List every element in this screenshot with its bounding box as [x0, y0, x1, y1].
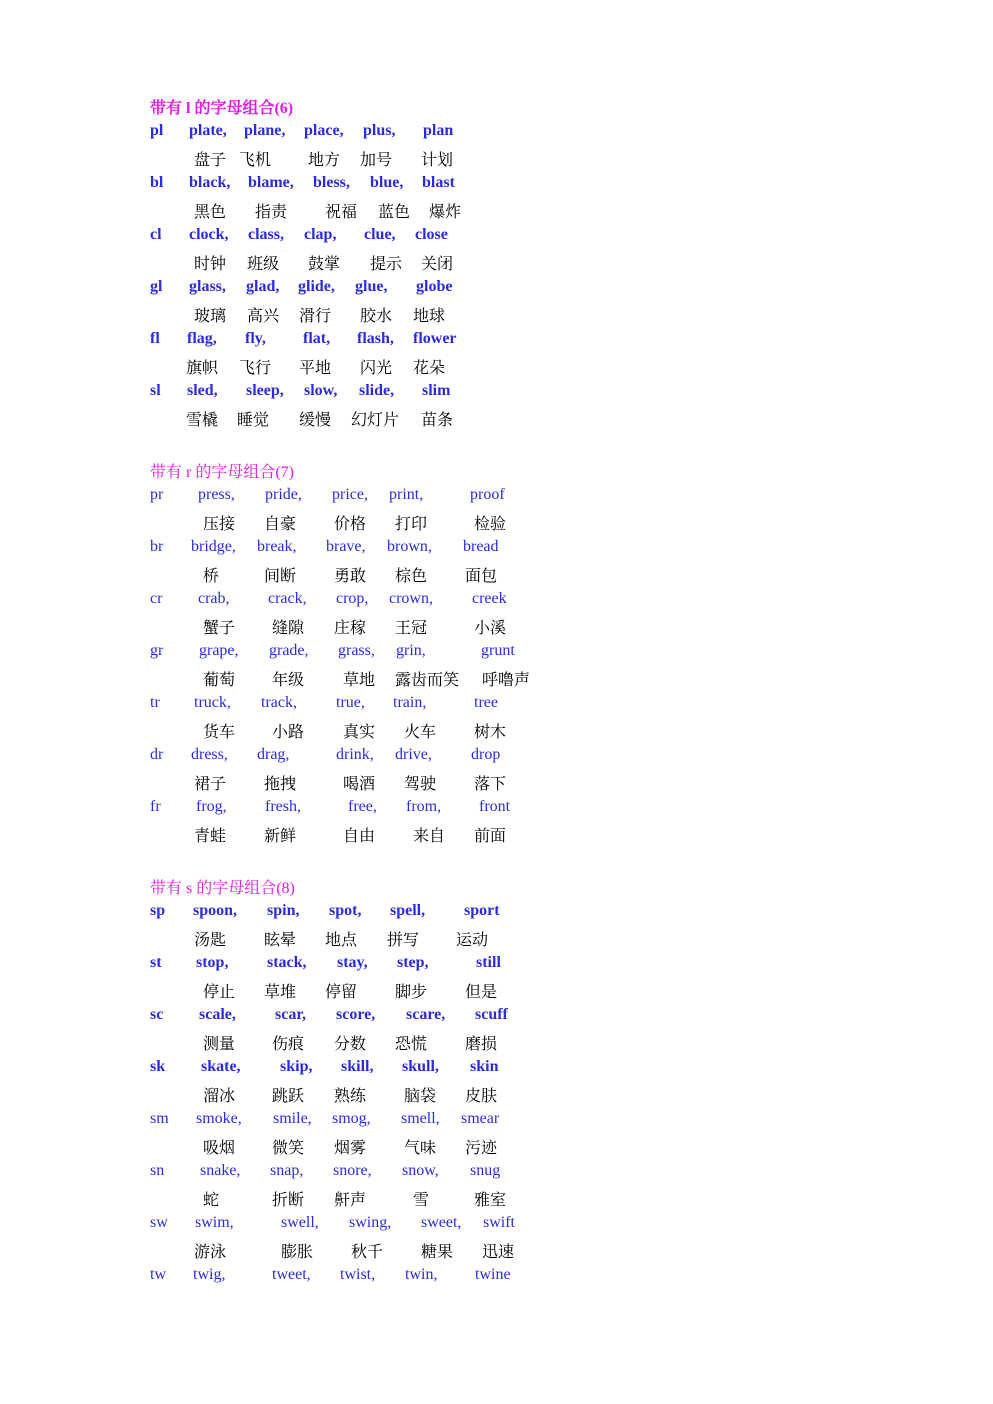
- meaning: 运动: [456, 930, 489, 949]
- meaning: 睡觉: [237, 410, 270, 429]
- meaning: 爆炸: [429, 202, 462, 221]
- meaning: 缝隙: [272, 618, 305, 637]
- word: pride,: [265, 486, 302, 503]
- meaning: 雅室: [474, 1190, 507, 1209]
- meaning: 来自: [413, 826, 446, 845]
- word: twin,: [405, 1266, 438, 1283]
- prefix: st: [150, 954, 162, 971]
- word: blast: [422, 174, 455, 191]
- word: spoon,: [193, 902, 238, 919]
- prefix: cl: [150, 226, 162, 243]
- word: drag,: [257, 746, 290, 763]
- word: true,: [336, 694, 365, 711]
- meaning: 污迹: [465, 1138, 498, 1157]
- word: class,: [248, 226, 284, 243]
- meaning: 脑袋: [404, 1086, 437, 1105]
- meaning: 平地: [299, 358, 332, 377]
- word: scale,: [199, 1006, 236, 1023]
- meaning: 地方: [308, 150, 341, 169]
- word: creek: [472, 590, 507, 607]
- word: drop: [471, 746, 501, 763]
- meaning: 熟练: [334, 1086, 367, 1105]
- word: tweet,: [272, 1266, 311, 1283]
- meaning: 气味: [404, 1138, 437, 1157]
- meaning: 前面: [474, 826, 507, 845]
- meaning: 鼓掌: [308, 254, 341, 273]
- meaning: 庄稼: [334, 618, 367, 637]
- word: drink,: [336, 746, 374, 763]
- meaning: 喝酒: [343, 774, 376, 793]
- meaning: 露齿而笑: [395, 670, 460, 689]
- word: smoke,: [196, 1110, 242, 1127]
- section-heading-r: 带有 r 的字母组合(7): [150, 464, 294, 481]
- meaning: 蛇: [203, 1190, 220, 1209]
- word: break,: [257, 538, 297, 555]
- meaning: 玻璃: [194, 306, 227, 325]
- word: flower: [413, 330, 457, 347]
- meaning: 停止: [203, 982, 236, 1001]
- word: truck,: [194, 694, 231, 711]
- meaning: 棕色: [395, 566, 428, 585]
- meaning: 驾驶: [404, 774, 437, 793]
- meaning: 王冠: [395, 618, 428, 637]
- meaning: 蓝色: [378, 202, 411, 221]
- meaning: 高兴: [247, 306, 280, 325]
- meaning: 汤匙: [194, 930, 227, 949]
- prefix: br: [150, 538, 164, 555]
- word: scar,: [275, 1006, 306, 1023]
- meaning: 蟹子: [203, 618, 236, 637]
- word: glad,: [246, 278, 280, 295]
- prefix: gl: [150, 278, 163, 295]
- meaning: 货车: [203, 722, 236, 741]
- word: skin: [470, 1058, 499, 1075]
- word: snore,: [333, 1162, 372, 1179]
- meaning: 微笑: [272, 1138, 305, 1157]
- meaning: 黑色: [194, 202, 227, 221]
- meaning: 花朵: [413, 358, 446, 377]
- prefix: tw: [150, 1266, 166, 1283]
- meaning: 年级: [272, 670, 305, 689]
- word: brave,: [326, 538, 366, 555]
- word: tree: [474, 694, 498, 711]
- word: slim: [422, 382, 451, 399]
- word: score,: [336, 1006, 376, 1023]
- word: snug: [470, 1162, 501, 1179]
- word: swing,: [349, 1214, 392, 1231]
- word: glide,: [298, 278, 335, 295]
- section-heading-s: 带有 s 的字母组合(8): [150, 880, 295, 897]
- word: fly,: [245, 330, 266, 347]
- word: smell,: [401, 1110, 440, 1127]
- word: twig,: [193, 1266, 226, 1283]
- word: dress,: [191, 746, 228, 763]
- meaning: 鼾声: [334, 1190, 367, 1209]
- word: flash,: [357, 330, 394, 347]
- prefix: cr: [150, 590, 163, 607]
- meaning: 自豪: [264, 514, 297, 533]
- word: grunt: [481, 642, 515, 659]
- meaning: 苗条: [421, 410, 454, 429]
- prefix: gr: [150, 642, 164, 659]
- meaning: 指责: [255, 202, 288, 221]
- meaning: 飞行: [239, 358, 272, 377]
- meaning: 青蛙: [194, 826, 227, 845]
- meaning: 分数: [334, 1034, 367, 1053]
- meaning: 折断: [272, 1190, 305, 1209]
- word: slide,: [359, 382, 395, 399]
- word: crop,: [336, 590, 369, 607]
- prefix: sn: [150, 1162, 165, 1179]
- meaning: 勇敢: [334, 566, 367, 585]
- word: sport: [464, 902, 500, 919]
- meaning: 压接: [203, 514, 236, 533]
- meaning: 加号: [360, 150, 393, 169]
- word: free,: [348, 798, 377, 815]
- meaning: 地点: [325, 930, 358, 949]
- meaning: 打印: [395, 514, 428, 533]
- word: sweet,: [421, 1214, 462, 1231]
- meaning: 溜冰: [203, 1086, 236, 1105]
- meaning: 新鲜: [264, 826, 297, 845]
- meaning: 膨胀: [281, 1242, 314, 1261]
- meaning: 祝福: [325, 202, 358, 221]
- prefix: sl: [150, 382, 161, 399]
- meaning: 计划: [421, 150, 454, 169]
- word: glass,: [189, 278, 226, 295]
- meaning: 自由: [343, 826, 376, 845]
- prefix: sw: [150, 1214, 168, 1231]
- word: swell,: [281, 1214, 319, 1231]
- meaning: 草堆: [264, 982, 297, 1001]
- word: swim,: [195, 1214, 234, 1231]
- word: bread: [463, 538, 499, 555]
- meaning: 时钟: [194, 254, 227, 273]
- word: spin,: [267, 902, 300, 919]
- meaning: 裙子: [194, 774, 227, 793]
- meaning: 雪: [413, 1190, 430, 1209]
- word: clock,: [189, 226, 229, 243]
- word: crown,: [389, 590, 433, 607]
- prefix: fr: [150, 798, 161, 815]
- meaning: 地球: [413, 306, 446, 325]
- prefix: tr: [150, 694, 160, 711]
- word: grass,: [338, 642, 375, 659]
- word: still: [476, 954, 501, 971]
- word: plane,: [244, 122, 286, 139]
- meaning: 糖果: [421, 1242, 454, 1261]
- word: print,: [389, 486, 424, 503]
- word: sled,: [187, 382, 218, 399]
- word: snap,: [270, 1162, 304, 1179]
- word: crack,: [268, 590, 307, 607]
- word: crab,: [198, 590, 230, 607]
- word: plan: [423, 122, 454, 139]
- word: skate,: [201, 1058, 241, 1075]
- meaning: 飞机: [239, 150, 272, 169]
- meaning: 提示: [370, 254, 403, 273]
- meaning: 吸烟: [203, 1138, 236, 1157]
- meaning: 关闭: [421, 254, 454, 273]
- word: globe: [416, 278, 453, 295]
- word: twist,: [340, 1266, 376, 1283]
- word: train,: [393, 694, 427, 711]
- word: plus,: [363, 122, 396, 139]
- meaning: 脚步: [395, 982, 428, 1001]
- word: grade,: [269, 642, 309, 659]
- meaning: 桥: [203, 566, 220, 585]
- meaning: 间断: [264, 566, 297, 585]
- meaning: 呼噜声: [482, 670, 531, 689]
- meaning: 迅速: [482, 1242, 515, 1261]
- meaning: 磨损: [465, 1034, 498, 1053]
- word: skill,: [341, 1058, 374, 1075]
- word: from,: [406, 798, 442, 815]
- meaning: 幻灯片: [351, 410, 400, 429]
- meaning: 但是: [465, 982, 498, 1001]
- word: fresh,: [265, 798, 301, 815]
- prefix: bl: [150, 174, 164, 191]
- word: track,: [261, 694, 297, 711]
- word: spot,: [329, 902, 362, 919]
- word: grin,: [396, 642, 426, 659]
- meaning: 皮肤: [465, 1086, 498, 1105]
- meaning: 游泳: [194, 1242, 227, 1261]
- meaning: 眩晕: [264, 930, 297, 949]
- meaning: 缓慢: [299, 410, 332, 429]
- prefix: sc: [150, 1006, 164, 1023]
- word: plate,: [189, 122, 227, 139]
- word: smog,: [332, 1110, 371, 1127]
- word: front: [479, 798, 511, 815]
- word: bridge,: [191, 538, 236, 555]
- word: scuff: [475, 1006, 508, 1023]
- meaning: 价格: [334, 514, 367, 533]
- word: twine: [475, 1266, 511, 1283]
- word: sleep,: [246, 382, 284, 399]
- word: swift: [483, 1214, 515, 1231]
- word: blame,: [248, 174, 294, 191]
- meaning: 落下: [474, 774, 507, 793]
- meaning: 面包: [465, 566, 498, 585]
- meaning: 滑行: [299, 306, 332, 325]
- meaning: 草地: [343, 670, 376, 689]
- word: place,: [304, 122, 344, 139]
- meaning: 火车: [404, 722, 437, 741]
- meaning: 测量: [203, 1034, 236, 1053]
- word: glue,: [355, 278, 388, 295]
- word: flag,: [187, 330, 217, 347]
- word: spell,: [390, 902, 426, 919]
- word: smile,: [273, 1110, 312, 1127]
- word: blue,: [370, 174, 404, 191]
- word: skip,: [280, 1058, 313, 1075]
- word: clue,: [364, 226, 396, 243]
- word: stop,: [196, 954, 229, 971]
- word: scare,: [406, 1006, 446, 1023]
- prefix: fl: [150, 330, 160, 347]
- word: clap,: [304, 226, 337, 243]
- meaning: 旗帜: [186, 358, 219, 377]
- meaning: 班级: [247, 254, 280, 273]
- prefix: sk: [150, 1058, 166, 1075]
- word: skull,: [402, 1058, 439, 1075]
- meaning: 雪橇: [186, 410, 219, 429]
- word: drive,: [395, 746, 432, 763]
- prefix: pr: [150, 486, 164, 503]
- word: slow,: [304, 382, 338, 399]
- meaning: 胶水: [360, 306, 393, 325]
- word: step,: [397, 954, 429, 971]
- meaning: 拼写: [387, 930, 420, 949]
- meaning: 恐慌: [395, 1034, 428, 1053]
- word: flat,: [303, 330, 331, 347]
- word: bless,: [313, 174, 350, 191]
- meaning: 闪光: [360, 358, 393, 377]
- word: press,: [198, 486, 235, 503]
- meaning: 真实: [343, 722, 376, 741]
- meaning: 拖拽: [264, 774, 297, 793]
- word: stack,: [267, 954, 307, 971]
- section-heading-l: 带有 l 的字母组合(6): [150, 100, 294, 117]
- meaning: 跳跃: [272, 1086, 305, 1105]
- word: snake,: [200, 1162, 241, 1179]
- prefix: sm: [150, 1110, 169, 1127]
- word: proof: [470, 486, 505, 503]
- word: price,: [332, 486, 368, 503]
- word: stay,: [337, 954, 368, 971]
- word: brown,: [387, 538, 432, 555]
- word: frog,: [196, 798, 227, 815]
- meaning: 小溪: [474, 618, 507, 637]
- meaning: 检验: [474, 514, 507, 533]
- meaning: 烟雾: [334, 1138, 367, 1157]
- prefix: sp: [150, 902, 166, 919]
- word: black,: [189, 174, 231, 191]
- prefix: dr: [150, 746, 164, 763]
- word: smear: [461, 1110, 500, 1127]
- meaning: 盘子: [194, 150, 227, 169]
- meaning: 伤痕: [272, 1034, 305, 1053]
- word: grape,: [199, 642, 239, 659]
- meaning: 秋千: [351, 1242, 384, 1261]
- prefix: pl: [150, 122, 164, 139]
- meaning: 树木: [474, 722, 507, 741]
- word: snow,: [402, 1162, 439, 1179]
- meaning: 小路: [272, 722, 305, 741]
- meaning: 停留: [325, 982, 358, 1001]
- meaning: 葡萄: [203, 670, 236, 689]
- word: close: [415, 226, 448, 243]
